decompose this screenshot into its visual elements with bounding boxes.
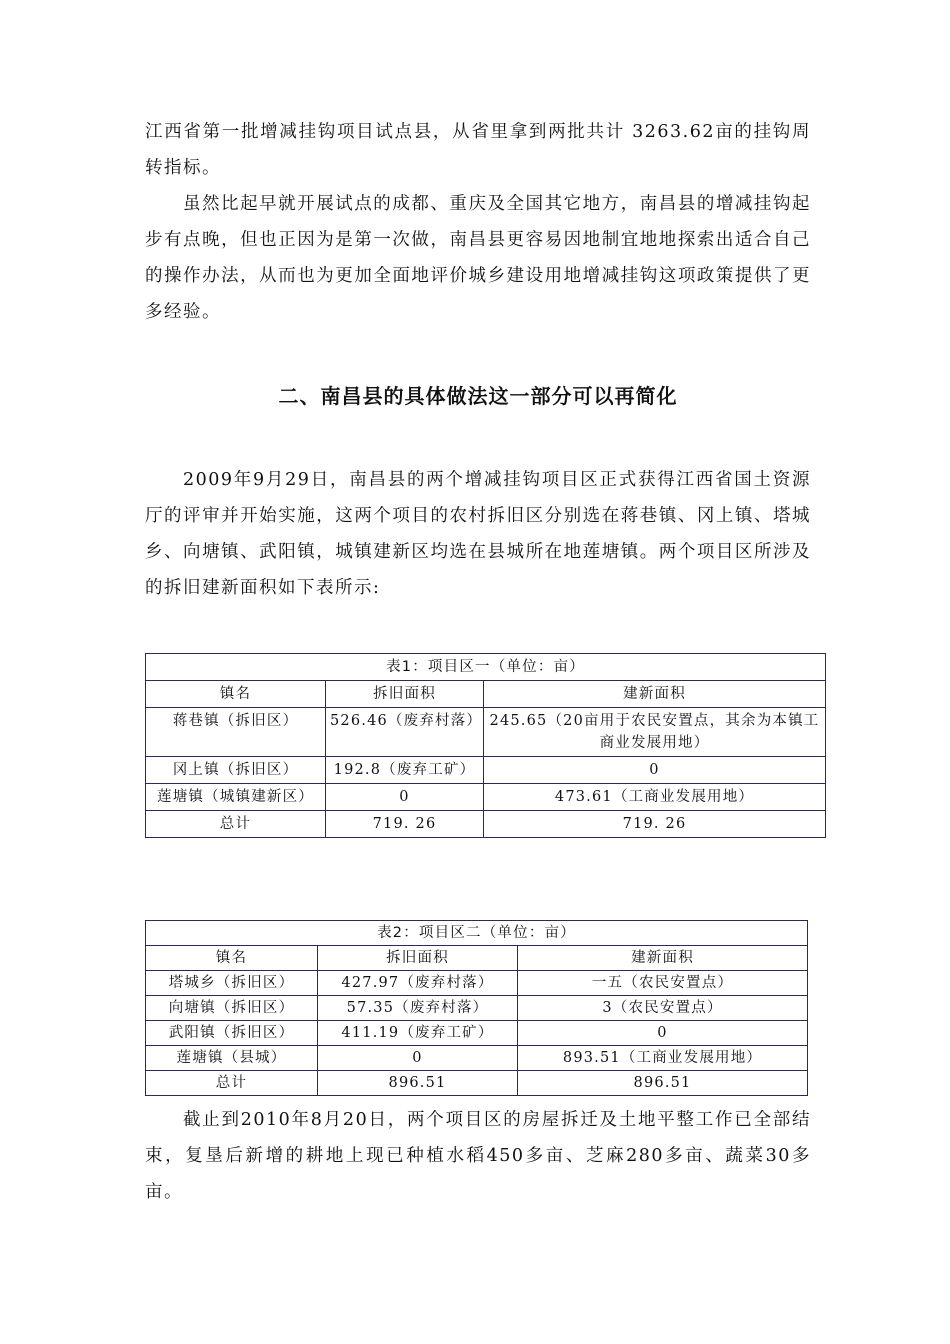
table-cell: 3（农民安置点） <box>518 996 808 1021</box>
table-row <box>146 971 808 996</box>
table-cell: 总计 <box>146 811 326 838</box>
column-header: 拆旧面积 <box>326 681 484 708</box>
table-cell: 莲塘镇（县城） <box>146 1046 318 1071</box>
table-header-row <box>146 681 826 708</box>
table-project-area-2 <box>145 920 808 1096</box>
table-cell: 武阳镇（拆旧区） <box>146 1021 318 1046</box>
table-row <box>146 757 826 784</box>
table-row-total <box>146 811 826 838</box>
table-cell: 0 <box>326 784 484 811</box>
table-cell: 总计 <box>146 1071 318 1096</box>
table-row <box>146 1021 808 1046</box>
table-cell: 192.8（废弃工矿） <box>326 757 484 784</box>
column-header: 拆旧面积 <box>318 946 518 971</box>
table-header-row <box>146 946 808 971</box>
table-cell: 蒋巷镇（拆旧区） <box>146 708 326 757</box>
table-cell: 245.65（20亩用于农民安置点，其余为本镇工商业发展用地） <box>484 708 826 757</box>
table-caption: 表2：项目区二（单位：亩） <box>146 921 808 946</box>
table-cell: 0 <box>518 1021 808 1046</box>
table-row <box>146 708 826 757</box>
table-cell: 莲塘镇（城镇建新区） <box>146 784 326 811</box>
table-cell: 0 <box>318 1046 518 1071</box>
table-cell: 719. 26 <box>326 811 484 838</box>
table-cell: 896.51 <box>518 1071 808 1096</box>
table-cell: 0 <box>484 757 826 784</box>
table-cell: 411.19（废弃工矿） <box>318 1021 518 1046</box>
paragraph-intro-continued: 江西省第一批增减挂钩项目试点县，从省里拿到两批共计 3263.62亩的挂钩周转指标。 <box>145 122 811 178</box>
section-heading: 二、南昌县的具体做法这一部分可以再简化 <box>278 384 678 408</box>
paragraph-late-start: 虽然比起早就开展试点的成都、重庆及全国其它地方，南昌县的增减挂钩起步有点晚，但也正因为是第一次做，南昌县更容易因地制宜地地探索出适合自己的操作办法，从而也为更加全面地评价城乡建设用地增减挂钩这项政策提供了更多经验。 <box>145 194 811 322</box>
table-cell: 893.51（工商业发展用地） <box>518 1046 808 1071</box>
table-cell: 塔城乡（拆旧区） <box>146 971 318 996</box>
table-cell: 向塘镇（拆旧区） <box>146 996 318 1021</box>
table-cell: 57.35（废弃村落） <box>318 996 518 1021</box>
paragraph-project-approval: 2009年9月29日，南昌县的两个增减挂钩项目区正式获得江西省国土资源厅的评审并开始实施，这两个项目的农村拆旧区分别选在蒋巷镇、冈上镇、塔城乡、向塘镇、武阳镇，城镇建新区均选在县城所在地莲塘镇。两个项目区所涉及的拆旧建新面积如下表所示: <box>145 470 811 598</box>
table-row <box>146 784 826 811</box>
column-header: 镇名 <box>146 946 318 971</box>
table-caption: 表1：项目区一（单位：亩） <box>146 654 826 681</box>
column-header: 建新面积 <box>518 946 808 971</box>
table-project-area-1 <box>145 653 826 838</box>
table-row <box>146 996 808 1021</box>
table-cell: 427.97（废弃村落） <box>318 971 518 996</box>
table-cell: 一五（农民安置点） <box>518 971 808 996</box>
table-row <box>146 1046 808 1071</box>
table-cell: 473.61（工商业发展用地） <box>484 784 826 811</box>
column-header: 建新面积 <box>484 681 826 708</box>
table-row-total <box>146 1071 808 1096</box>
column-header: 镇名 <box>146 681 326 708</box>
table-cell: 526.46（废弃村落） <box>326 708 484 757</box>
table-cell: 冈上镇（拆旧区） <box>146 757 326 784</box>
paragraph-progress: 截止到2010年8月20日，两个项目区的房屋拆迁及土地平整工作已全部结束，复垦后新增的耕地上现已种植水稻450多亩、芝麻280多亩、蔬菜30多亩。 <box>145 1110 811 1202</box>
table-cell: 719. 26 <box>484 811 826 838</box>
table-cell: 896.51 <box>318 1071 518 1096</box>
